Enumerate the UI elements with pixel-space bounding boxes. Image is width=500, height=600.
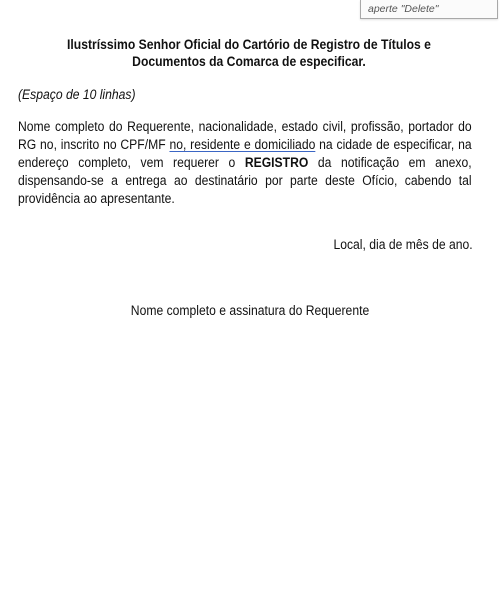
body-paragraph [18, 118, 472, 208]
tooltip-text: aperte "Delete" [368, 3, 439, 15]
space-note: (Espaço de 10 linhas) [18, 87, 136, 102]
body-text-part1: Nome completo do Requerente, nacionalidade, estado civil, profissão, portador do RG no, inscrito no CPF/MF [18, 119, 472, 152]
place-date: Local, dia de mês de ano. [333, 237, 473, 252]
body-text-bold: REGISTRO [244, 155, 309, 170]
body-text-part3: da notificação em anexo, dispensando-se a entrega ao destinatário por parte deste Ofício, cabendo tal providência ao apresentante. [18, 155, 472, 206]
body-text-part2: na cidade de especificar, na endereço completo, vem requerer o [18, 137, 472, 170]
signature-line: Nome completo e assinatura do Requerente [130, 303, 370, 318]
body-text-underlined: no, residente e domiciliado [169, 137, 316, 152]
document-title: Ilustríssimo Senhor Oficial do Cartório de Registro de Títulos e Documentos da Comarca de especificar. [67, 37, 431, 69]
